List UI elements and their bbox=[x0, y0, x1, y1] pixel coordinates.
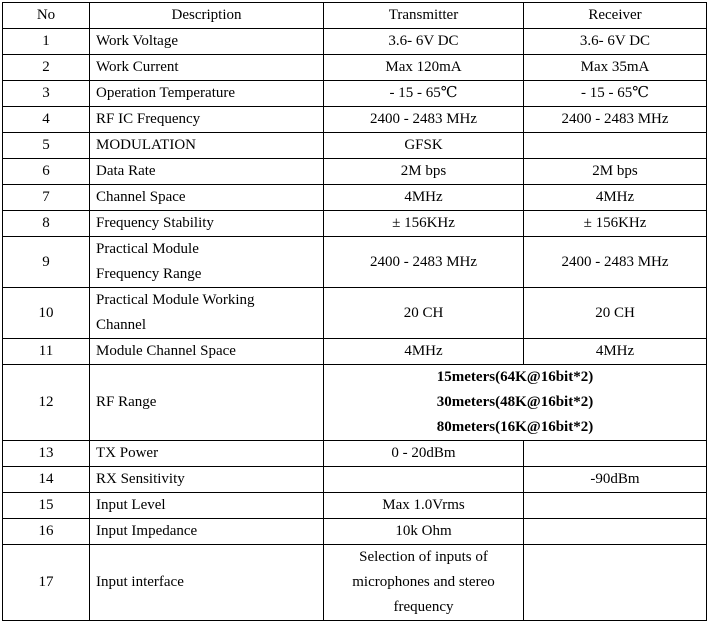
row-no: 17 bbox=[3, 545, 90, 621]
row-description: Operation Temperature bbox=[90, 81, 324, 107]
row-description: TX Power bbox=[90, 441, 324, 467]
row-receiver bbox=[524, 133, 707, 159]
row-description: Frequency Stability bbox=[90, 211, 324, 237]
row-description-line: Practical Module Working bbox=[96, 292, 255, 308]
row-no: 14 bbox=[3, 467, 90, 493]
row-transmitter-line: Selection of inputs of bbox=[359, 549, 488, 565]
row-transmitter: ± 156KHz bbox=[324, 211, 524, 237]
row-receiver bbox=[524, 493, 707, 519]
spec-table bbox=[2, 2, 707, 621]
table-row bbox=[3, 55, 707, 81]
row-no: 10 bbox=[3, 288, 90, 339]
row-transmitter bbox=[324, 545, 524, 621]
row-no: 11 bbox=[3, 339, 90, 365]
row-transmitter: 10k Ohm bbox=[324, 519, 524, 545]
table-row bbox=[3, 467, 707, 493]
row-no: 7 bbox=[3, 185, 90, 211]
table-row bbox=[3, 237, 707, 288]
row-receiver bbox=[524, 545, 707, 621]
header-description: Description bbox=[90, 3, 324, 29]
rf-range-line: 80meters(16K@16bit*2) bbox=[436, 419, 594, 435]
row-description: Work Voltage bbox=[90, 29, 324, 55]
table-row bbox=[3, 339, 707, 365]
row-description: Channel Space bbox=[90, 185, 324, 211]
row-no: 16 bbox=[3, 519, 90, 545]
row-transmitter: 0 - 20dBm bbox=[324, 441, 524, 467]
row-no: 1 bbox=[3, 29, 90, 55]
header-no: No bbox=[3, 3, 90, 29]
row-receiver: 2M bps bbox=[524, 159, 707, 185]
header-transmitter: Transmitter bbox=[324, 3, 524, 29]
row-no: 8 bbox=[3, 211, 90, 237]
row-description: Input Impedance bbox=[90, 519, 324, 545]
row-transmitter: 2M bps bbox=[324, 159, 524, 185]
table-row bbox=[3, 288, 707, 339]
table-row bbox=[3, 211, 707, 237]
row-transmitter-line: microphones and stereo bbox=[352, 574, 495, 590]
row-receiver: 20 CH bbox=[524, 288, 707, 339]
row-transmitter: 2400 - 2483 MHz bbox=[324, 107, 524, 133]
rf-range-line: 30meters(48K@16bit*2) bbox=[436, 394, 594, 410]
row-transmitter: 20 CH bbox=[324, 288, 524, 339]
table-row bbox=[3, 185, 707, 211]
row-receiver: 2400 - 2483 MHz bbox=[524, 107, 707, 133]
row-no: 13 bbox=[3, 441, 90, 467]
header-row bbox=[3, 3, 707, 29]
row-transmitter: 2400 - 2483 MHz bbox=[324, 237, 524, 288]
row-receiver: 3.6- 6V DC bbox=[524, 29, 707, 55]
row-description: RF Range bbox=[90, 365, 324, 441]
row-transmitter-line: frequency bbox=[393, 599, 454, 615]
row-no: 5 bbox=[3, 133, 90, 159]
row-transmitter: - 15 - 65℃ bbox=[324, 81, 524, 107]
row-no: 3 bbox=[3, 81, 90, 107]
row-no: 4 bbox=[3, 107, 90, 133]
row-description: RX Sensitivity bbox=[90, 467, 324, 493]
row-transmitter: 4MHz bbox=[324, 185, 524, 211]
row-receiver: - 15 - 65℃ bbox=[524, 81, 707, 107]
row-no: 9 bbox=[3, 237, 90, 288]
row-transmitter: Max 1.0Vrms bbox=[324, 493, 524, 519]
row-description bbox=[90, 237, 324, 288]
table-row bbox=[3, 107, 707, 133]
row-receiver bbox=[524, 519, 707, 545]
row-description: RF IC Frequency bbox=[90, 107, 324, 133]
row-receiver: 4MHz bbox=[524, 339, 707, 365]
row-description: Data Rate bbox=[90, 159, 324, 185]
table-row bbox=[3, 365, 707, 441]
row-transmitter bbox=[324, 467, 524, 493]
row-description-line: Practical Module bbox=[96, 241, 199, 257]
row-receiver: 2400 - 2483 MHz bbox=[524, 237, 707, 288]
table-row bbox=[3, 29, 707, 55]
header-receiver: Receiver bbox=[524, 3, 707, 29]
row-description bbox=[90, 288, 324, 339]
row-receiver: -90dBm bbox=[524, 467, 707, 493]
row-receiver bbox=[524, 441, 707, 467]
table-row bbox=[3, 133, 707, 159]
table-row bbox=[3, 493, 707, 519]
rf-range-values bbox=[324, 365, 707, 441]
row-description-line: Frequency Range bbox=[96, 266, 202, 282]
table-row bbox=[3, 441, 707, 467]
row-receiver: ± 156KHz bbox=[524, 211, 707, 237]
row-description-line: Channel bbox=[96, 317, 146, 333]
row-description: Input Level bbox=[90, 493, 324, 519]
row-description: Input interface bbox=[90, 545, 324, 621]
row-description: MODULATION bbox=[90, 133, 324, 159]
row-no: 12 bbox=[3, 365, 90, 441]
row-transmitter: 3.6- 6V DC bbox=[324, 29, 524, 55]
row-no: 2 bbox=[3, 55, 90, 81]
table-row bbox=[3, 81, 707, 107]
row-transmitter: 4MHz bbox=[324, 339, 524, 365]
row-transmitter: Max 120mA bbox=[324, 55, 524, 81]
table-row bbox=[3, 545, 707, 621]
table-row bbox=[3, 159, 707, 185]
row-no: 15 bbox=[3, 493, 90, 519]
rf-range-line: 15meters(64K@16bit*2) bbox=[436, 369, 594, 385]
row-transmitter: GFSK bbox=[324, 133, 524, 159]
row-description: Work Current bbox=[90, 55, 324, 81]
table-row bbox=[3, 519, 707, 545]
row-description: Module Channel Space bbox=[90, 339, 324, 365]
row-receiver: 4MHz bbox=[524, 185, 707, 211]
row-receiver: Max 35mA bbox=[524, 55, 707, 81]
row-no: 6 bbox=[3, 159, 90, 185]
